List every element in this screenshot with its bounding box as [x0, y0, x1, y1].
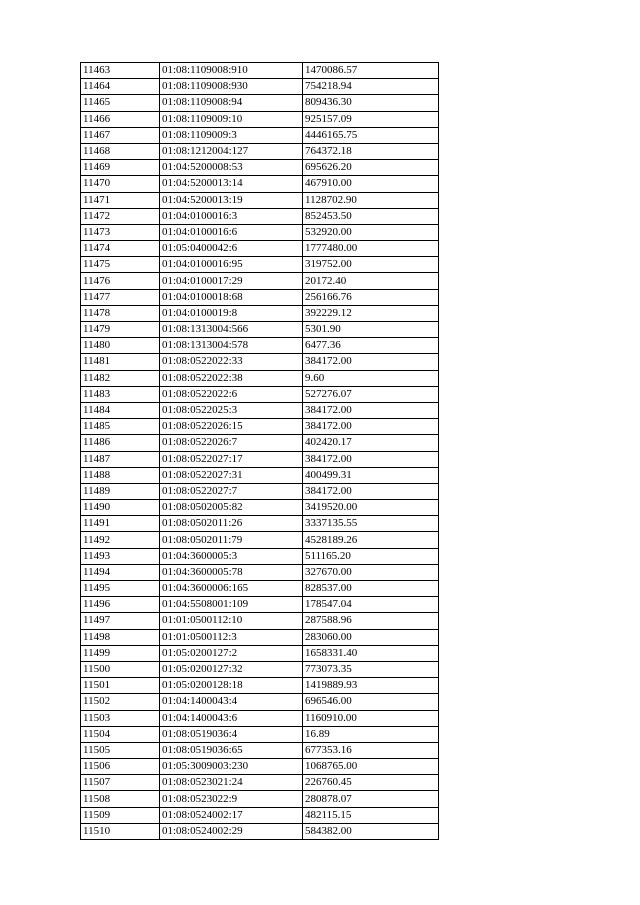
code-cell: 01:04:5200013:19: [160, 192, 303, 208]
amount-cell: 925157.09: [303, 111, 439, 127]
code-cell: 01:08:0522022:38: [160, 370, 303, 386]
table-row: [81, 435, 439, 451]
row-id-cell: 11469: [81, 160, 160, 176]
amount-cell: 527276.07: [303, 386, 439, 402]
table-body: [81, 63, 439, 840]
row-id-cell: 11464: [81, 79, 160, 95]
code-cell: 01:01:0500112:10: [160, 613, 303, 629]
row-id-cell: 11476: [81, 273, 160, 289]
amount-cell: 677353.16: [303, 742, 439, 758]
table-row: [81, 500, 439, 516]
table-row: [81, 532, 439, 548]
row-id-cell: 11507: [81, 775, 160, 791]
table-row: [81, 645, 439, 661]
table-row: [81, 224, 439, 240]
amount-cell: 1128702.90: [303, 192, 439, 208]
table-row: [81, 127, 439, 143]
amount-cell: 754218.94: [303, 79, 439, 95]
code-cell: 01:04:0100018:68: [160, 289, 303, 305]
amount-cell: 384172.00: [303, 419, 439, 435]
row-id-cell: 11465: [81, 95, 160, 111]
row-id-cell: 11495: [81, 581, 160, 597]
row-id-cell: 11482: [81, 370, 160, 386]
code-cell: 01:08:0502011:26: [160, 516, 303, 532]
row-id-cell: 11468: [81, 143, 160, 159]
code-cell: 01:04:0100016:95: [160, 257, 303, 273]
table-row: [81, 775, 439, 791]
table-row: [81, 273, 439, 289]
code-cell: 01:04:3600005:78: [160, 564, 303, 580]
amount-cell: 283060.00: [303, 629, 439, 645]
table-row: [81, 710, 439, 726]
amount-cell: 1419889.93: [303, 678, 439, 694]
code-cell: 01:05:0200127:32: [160, 661, 303, 677]
code-cell: 01:08:0522027:17: [160, 451, 303, 467]
code-cell: 01:08:1109008:910: [160, 63, 303, 79]
row-id-cell: 11506: [81, 759, 160, 775]
amount-cell: 1658331.40: [303, 645, 439, 661]
code-cell: 01:08:0524002:17: [160, 807, 303, 823]
row-id-cell: 11478: [81, 305, 160, 321]
amount-cell: 226760.45: [303, 775, 439, 791]
amount-cell: 511165.20: [303, 548, 439, 564]
code-cell: 01:05:3009003:230: [160, 759, 303, 775]
table-row: [81, 419, 439, 435]
code-cell: 01:04:0100019:8: [160, 305, 303, 321]
table-row: [81, 694, 439, 710]
code-cell: 01:04:3600005:3: [160, 548, 303, 564]
table-row: [81, 208, 439, 224]
amount-cell: 3419520.00: [303, 500, 439, 516]
amount-cell: 1068765.00: [303, 759, 439, 775]
row-id-cell: 11501: [81, 678, 160, 694]
amount-cell: 764372.18: [303, 143, 439, 159]
row-id-cell: 11505: [81, 742, 160, 758]
code-cell: 01:04:0100016:6: [160, 224, 303, 240]
code-cell: 01:08:1313004:578: [160, 338, 303, 354]
row-id-cell: 11481: [81, 354, 160, 370]
table-row: [81, 597, 439, 613]
amount-cell: 4528189.26: [303, 532, 439, 548]
row-id-cell: 11483: [81, 386, 160, 402]
row-id-cell: 11485: [81, 419, 160, 435]
amount-cell: 1160910.00: [303, 710, 439, 726]
amount-cell: 280878.07: [303, 791, 439, 807]
row-id-cell: 11494: [81, 564, 160, 580]
amount-cell: 287588.96: [303, 613, 439, 629]
row-id-cell: 11487: [81, 451, 160, 467]
table-row: [81, 791, 439, 807]
code-cell: 01:08:0519036:65: [160, 742, 303, 758]
code-cell: 01:08:0523022:9: [160, 791, 303, 807]
row-id-cell: 11463: [81, 63, 160, 79]
code-cell: 01:05:0200127:2: [160, 645, 303, 661]
row-id-cell: 11480: [81, 338, 160, 354]
table-row: [81, 143, 439, 159]
amount-cell: 1777480.00: [303, 241, 439, 257]
code-cell: 01:08:1109009:3: [160, 127, 303, 143]
row-id-cell: 11491: [81, 516, 160, 532]
row-id-cell: 11474: [81, 241, 160, 257]
amount-cell: 852453.50: [303, 208, 439, 224]
row-id-cell: 11477: [81, 289, 160, 305]
row-id-cell: 11466: [81, 111, 160, 127]
table-row: [81, 661, 439, 677]
row-id-cell: 11498: [81, 629, 160, 645]
amount-cell: 178547.04: [303, 597, 439, 613]
table-row: [81, 678, 439, 694]
row-id-cell: 11492: [81, 532, 160, 548]
code-cell: 01:08:0502005:82: [160, 500, 303, 516]
code-cell: 01:08:0522022:6: [160, 386, 303, 402]
table-row: [81, 386, 439, 402]
table-row: [81, 111, 439, 127]
amount-cell: 695626.20: [303, 160, 439, 176]
amount-cell: 584382.00: [303, 823, 439, 839]
amount-cell: 319752.00: [303, 257, 439, 273]
row-id-cell: 11472: [81, 208, 160, 224]
row-id-cell: 11504: [81, 726, 160, 742]
amount-cell: 5301.90: [303, 322, 439, 338]
row-id-cell: 11508: [81, 791, 160, 807]
amount-cell: 384172.00: [303, 483, 439, 499]
amount-cell: 9.60: [303, 370, 439, 386]
table-row: [81, 629, 439, 645]
amount-cell: 384172.00: [303, 451, 439, 467]
table-row: [81, 176, 439, 192]
code-cell: 01:04:5508001:109: [160, 597, 303, 613]
data-table: [80, 62, 439, 840]
amount-cell: 402420.17: [303, 435, 439, 451]
amount-cell: 1470086.57: [303, 63, 439, 79]
amount-cell: 4446165.75: [303, 127, 439, 143]
amount-cell: 828537.00: [303, 581, 439, 597]
table-row: [81, 548, 439, 564]
table-row: [81, 322, 439, 338]
row-id-cell: 11503: [81, 710, 160, 726]
row-id-cell: 11467: [81, 127, 160, 143]
row-id-cell: 11473: [81, 224, 160, 240]
row-id-cell: 11510: [81, 823, 160, 839]
table-row: [81, 483, 439, 499]
code-cell: 01:08:0522026:15: [160, 419, 303, 435]
code-cell: 01:04:3600006:165: [160, 581, 303, 597]
code-cell: 01:01:0500112:3: [160, 629, 303, 645]
amount-cell: 6477.36: [303, 338, 439, 354]
row-id-cell: 11484: [81, 402, 160, 418]
amount-cell: 400499.31: [303, 467, 439, 483]
amount-cell: 482115.15: [303, 807, 439, 823]
code-cell: 01:08:0524002:29: [160, 823, 303, 839]
table-row: [81, 759, 439, 775]
code-cell: 01:08:0502011:79: [160, 532, 303, 548]
table-row: [81, 370, 439, 386]
amount-cell: 384172.00: [303, 354, 439, 370]
row-id-cell: 11488: [81, 467, 160, 483]
table-row: [81, 79, 439, 95]
table-row: [81, 516, 439, 532]
table-row: [81, 564, 439, 580]
table-row: [81, 63, 439, 79]
code-cell: 01:08:0522022:33: [160, 354, 303, 370]
row-id-cell: 11489: [81, 483, 160, 499]
row-id-cell: 11493: [81, 548, 160, 564]
table-row: [81, 823, 439, 839]
amount-cell: 16.89: [303, 726, 439, 742]
code-cell: 01:08:1212004:127: [160, 143, 303, 159]
code-cell: 01:04:1400043:4: [160, 694, 303, 710]
amount-cell: 392229.12: [303, 305, 439, 321]
table-row: [81, 305, 439, 321]
amount-cell: 3337135.55: [303, 516, 439, 532]
table-row: [81, 467, 439, 483]
table-row: [81, 402, 439, 418]
row-id-cell: 11479: [81, 322, 160, 338]
amount-cell: 809436.30: [303, 95, 439, 111]
amount-cell: 467910.00: [303, 176, 439, 192]
code-cell: 01:04:1400043:6: [160, 710, 303, 726]
table-row: [81, 257, 439, 273]
code-cell: 01:08:0522025:3: [160, 402, 303, 418]
amount-cell: 773073.35: [303, 661, 439, 677]
row-id-cell: 11475: [81, 257, 160, 273]
table-row: [81, 241, 439, 257]
row-id-cell: 11471: [81, 192, 160, 208]
code-cell: 01:08:0522027:7: [160, 483, 303, 499]
code-cell: 01:08:1313004:566: [160, 322, 303, 338]
table-row: [81, 807, 439, 823]
code-cell: 01:08:1109008:930: [160, 79, 303, 95]
amount-cell: 532920.00: [303, 224, 439, 240]
row-id-cell: 11470: [81, 176, 160, 192]
row-id-cell: 11490: [81, 500, 160, 516]
amount-cell: 256166.76: [303, 289, 439, 305]
amount-cell: 327670.00: [303, 564, 439, 580]
table-row: [81, 742, 439, 758]
row-id-cell: 11497: [81, 613, 160, 629]
code-cell: 01:04:5200008:53: [160, 160, 303, 176]
table-row: [81, 289, 439, 305]
code-cell: 01:08:0523021:24: [160, 775, 303, 791]
table-row: [81, 160, 439, 176]
amount-cell: 20172.40: [303, 273, 439, 289]
code-cell: 01:04:5200013:14: [160, 176, 303, 192]
row-id-cell: 11502: [81, 694, 160, 710]
row-id-cell: 11509: [81, 807, 160, 823]
code-cell: 01:05:0400042:6: [160, 241, 303, 257]
code-cell: 01:08:1109008:94: [160, 95, 303, 111]
code-cell: 01:05:0200128:18: [160, 678, 303, 694]
amount-cell: 696546.00: [303, 694, 439, 710]
table-row: [81, 581, 439, 597]
table-row: [81, 338, 439, 354]
table-row: [81, 613, 439, 629]
amount-cell: 384172.00: [303, 402, 439, 418]
table-row: [81, 726, 439, 742]
code-cell: 01:04:0100016:3: [160, 208, 303, 224]
code-cell: 01:08:1109009:10: [160, 111, 303, 127]
row-id-cell: 11486: [81, 435, 160, 451]
row-id-cell: 11499: [81, 645, 160, 661]
table-row: [81, 451, 439, 467]
code-cell: 01:08:0519036:4: [160, 726, 303, 742]
table-row: [81, 192, 439, 208]
row-id-cell: 11500: [81, 661, 160, 677]
row-id-cell: 11496: [81, 597, 160, 613]
code-cell: 01:08:0522026:7: [160, 435, 303, 451]
table-row: [81, 95, 439, 111]
code-cell: 01:04:0100017:29: [160, 273, 303, 289]
table-row: [81, 354, 439, 370]
code-cell: 01:08:0522027:31: [160, 467, 303, 483]
